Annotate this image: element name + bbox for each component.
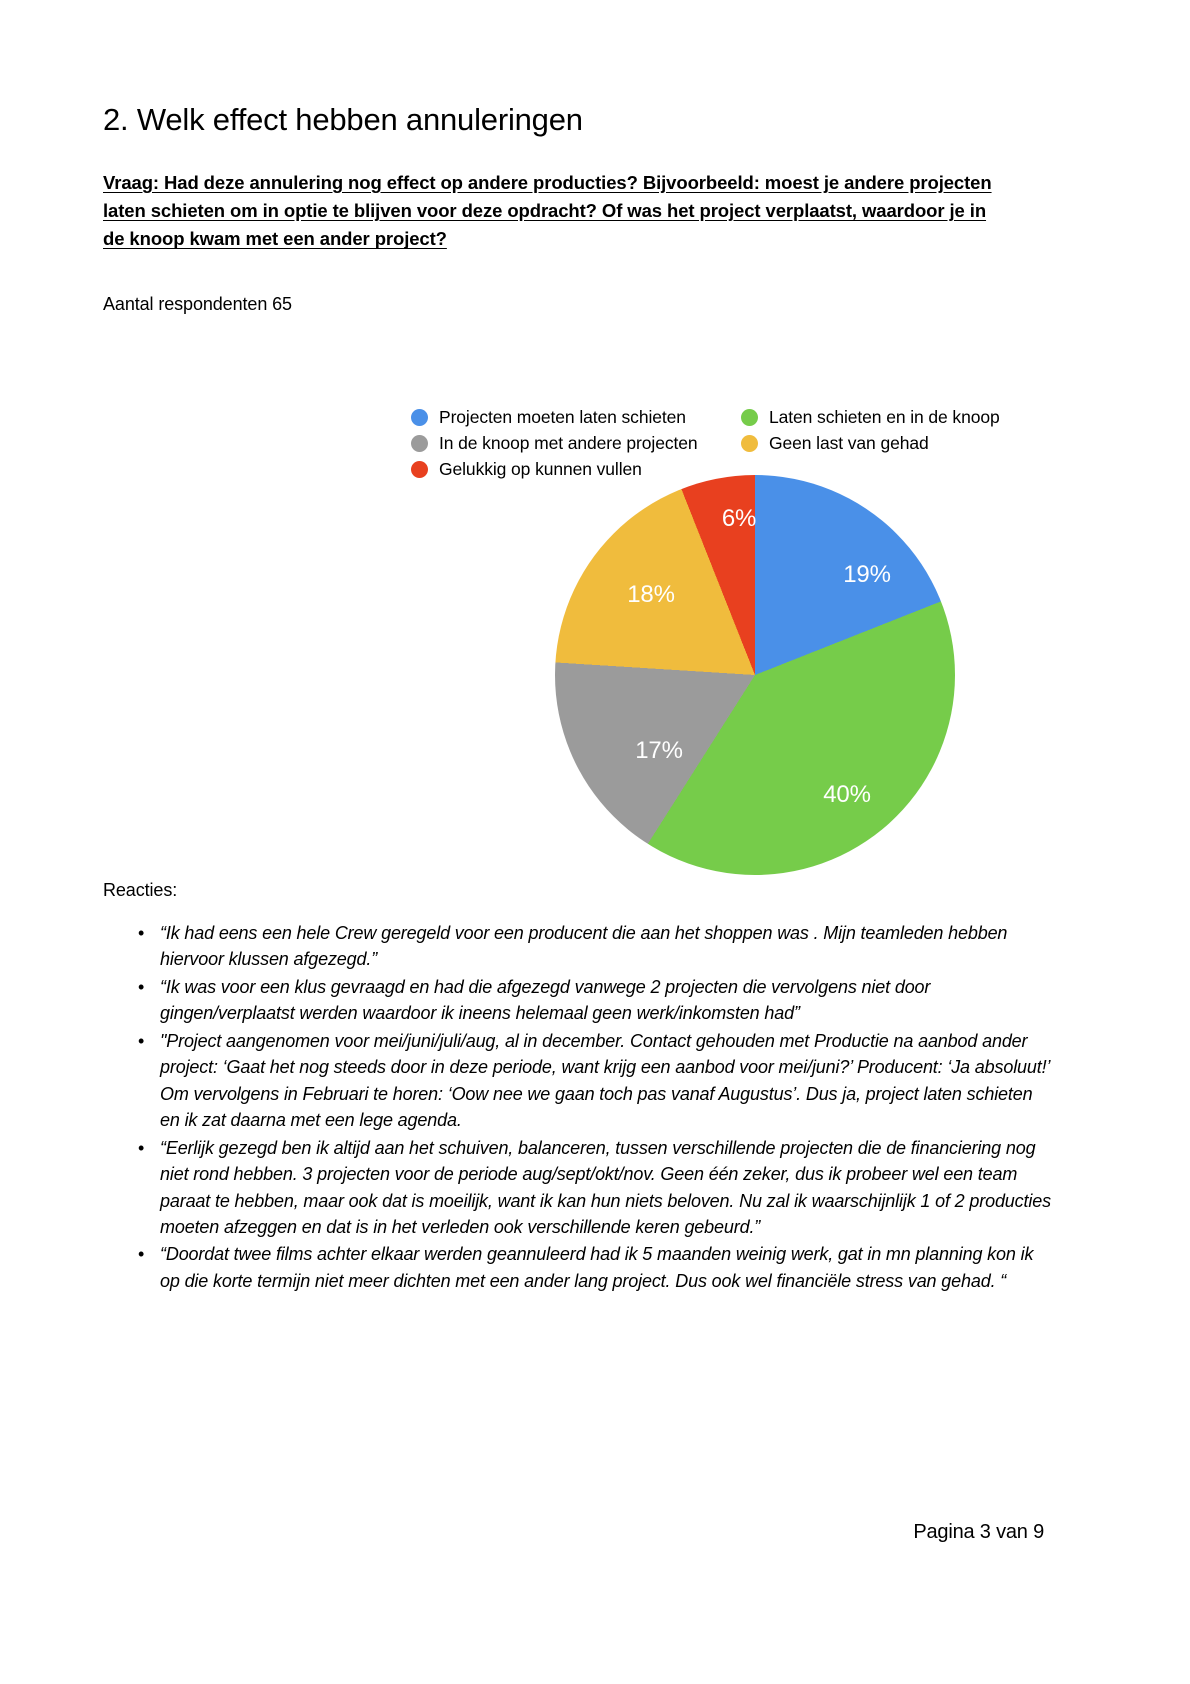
legend-item-1 xyxy=(741,404,1041,430)
pie-chart xyxy=(555,475,955,875)
pie-slice-label-4: 6% xyxy=(721,505,757,532)
pie-slice-label-1: 40% xyxy=(823,781,871,808)
pie-slice-label-3: 18% xyxy=(627,581,675,608)
reactie-item: • “Ik had eens een hele Crew geregeld voor een producent die aan het shoppen was . Mijn teamleden hebben hiervoor klussen afgezegd.” xyxy=(148,920,1053,973)
legend-item-0 xyxy=(411,404,741,430)
legend-swatch-icon-2 xyxy=(411,435,428,452)
page-content xyxy=(103,0,1051,1291)
reactie-item: • “Doordat twee films achter elkaar werden geannuleerd had ik 5 maanden weinig werk, gat in mn planning kon ik op die korte termijn niet meer dichten met een ander lang project. Dus ook wel financiële stress van gehad. “ xyxy=(148,1241,1053,1294)
reacties-list xyxy=(115,920,1053,1295)
reactie-item: • “Ik was voor een klus gevraagd en had die afgezegd vanwege 2 projecten die vervolgens niet door gingen/verplaatst werden waardoor ik ineens helemaal geen werk/inkomsten had” xyxy=(148,974,1053,1027)
legend-label-2: In de knoop met andere projecten xyxy=(439,432,698,453)
legend-item-2 xyxy=(411,430,741,456)
chart-legend xyxy=(411,404,1046,482)
legend-swatch-icon-1 xyxy=(741,409,758,426)
reactie-item: • "Project aangenomen voor mei/juni/juli/aug, al in december. Contact gehouden met Productie na aanbod ander project: ‘Gaat het nog steeds door in deze periode, want krijg een aanbod voor mei/juni?’ Producent: ‘Ja absoluut!’ Om vervolgens in Februari te horen: ‘Oow nee we gaan toch pas vanaf Augustus’. Dus ja, project laten schieten en ik zat daarna met een lege agenda. xyxy=(148,1028,1053,1134)
pie-chart-figure xyxy=(103,390,1043,900)
pie-slice-label-0: 19% xyxy=(843,561,891,588)
respondents-count: Aantal respondenten 65 xyxy=(103,293,292,314)
legend-swatch-icon-3 xyxy=(741,435,758,452)
reactie-item: • “Eerlijk gezegd ben ik altijd aan het schuiven, balanceren, tussen verschillende projecten die de financiering nog niet rond hebben. 3 projecten voor de periode aug/sept/okt/nov. Geen één zeker, dus ik probeer wel een team paraat te hebben, maar ook dat is moeilijk, want ik kan hun niets beloven. Nu zal ik waarschijnlijk 1 of 2 producties moeten afzeggen en dat is in het verleden ook verschillende keren gebeurd.” xyxy=(148,1135,1053,1241)
legend-label-1: Laten schieten en in de knoop xyxy=(769,406,1000,427)
page-footer: Pagina 3 van 9 xyxy=(913,1521,1044,1543)
legend-item-3 xyxy=(741,430,1041,456)
pie-slice-label-2: 17% xyxy=(635,737,683,764)
legend-label-4: Gelukkig op kunnen vullen xyxy=(439,458,642,479)
legend-swatch-icon-4 xyxy=(411,461,428,478)
legend-swatch-icon-0 xyxy=(411,409,428,426)
reacties-heading: Reacties: xyxy=(103,880,178,900)
legend-label-0: Projecten moeten laten schieten xyxy=(439,406,686,427)
legend-label-3: Geen last van gehad xyxy=(769,432,929,453)
question-text: Vraag: Had deze annulering nog effect op andere producties? Bijvoorbeeld: moest je andere projecten laten schieten om in optie te blijven voor deze opdracht? Of was het project verplaatst, waardoor je in de knoop kwam met een ander project? xyxy=(103,171,992,250)
page-title: 2. Welk effect hebben annuleringen xyxy=(103,102,583,137)
pie-disc xyxy=(555,475,955,875)
